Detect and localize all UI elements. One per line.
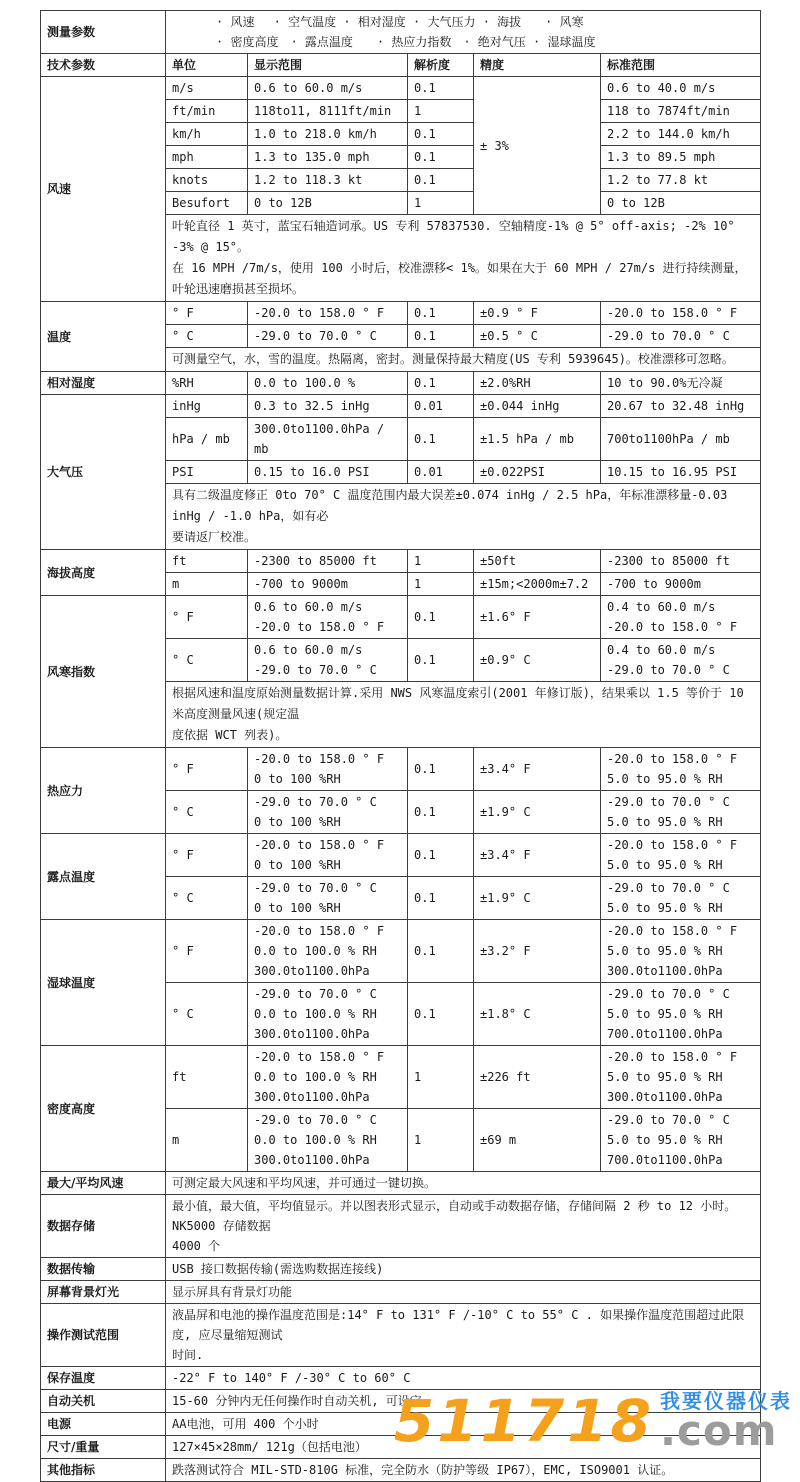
- data-storage-text: 最小值，最大值，平均值显示。并以图表形式显示，自动或手动数据存储，存储间隔 2 秒 to 12 小时。NK5000 存储数据 4000 个: [166, 1195, 761, 1258]
- accuracy-cell: ± 3%: [474, 77, 601, 215]
- display-range-cell: 0.3 to 32.5 inHg: [248, 395, 408, 418]
- unit-cell: ft: [166, 1046, 248, 1109]
- logo-slogan: 我要仪器仪表: [660, 1389, 792, 1413]
- resolution-cell: 0.1: [408, 791, 474, 834]
- display-range-cell: -20.0 to 158.0 ° F 0.0 to 100.0 % RH 300.0to1100.0hPa: [248, 920, 408, 983]
- standard-range-cell: -20.0 to 158.0 ° F 5.0 to 95.0 % RH: [601, 748, 761, 791]
- col-header-display-range: 显示范围: [248, 54, 408, 77]
- display-range-cell: -20.0 to 158.0 ° F: [248, 302, 408, 325]
- display-range-cell: 1.2 to 118.3 kt: [248, 169, 408, 192]
- table-row: [41, 1304, 761, 1367]
- col-header-unit: 单位: [166, 54, 248, 77]
- spec-sheet-page: [0, 10, 800, 1477]
- measure-params-list: · 风速 · 空气温度 · 相对湿度 · 大气压力 · 海拔 · 风寒 · 密度高度 · 露点温度 · 热应力指数 · 绝对气压 · 湿球温度: [166, 11, 761, 54]
- unit-cell: ft: [166, 550, 248, 573]
- unit-cell: ° C: [166, 791, 248, 834]
- standard-range-cell: -29.0 to 70.0 ° C 5.0 to 95.0 % RH: [601, 877, 761, 920]
- unit-cell: ° C: [166, 639, 248, 682]
- table-row: [41, 372, 761, 395]
- resolution-cell: 0.1: [408, 983, 474, 1046]
- unit-cell: ° F: [166, 748, 248, 791]
- display-range-cell: -20.0 to 158.0 ° F 0.0 to 100.0 % RH 300.0to1100.0hPa: [248, 1046, 408, 1109]
- display-range-cell: -29.0 to 70.0 ° C 0 to 100 %RH: [248, 877, 408, 920]
- standard-range-cell: 10 to 90.0%无冷凝: [601, 372, 761, 395]
- row-label-data-transfer: 数据传输: [41, 1258, 166, 1281]
- unit-cell: ° F: [166, 302, 248, 325]
- resolution-cell: 1: [408, 100, 474, 123]
- row-label-operating-range: 操作测试范围: [41, 1304, 166, 1367]
- resolution-cell: 0.01: [408, 461, 474, 484]
- standard-range-cell: 0.4 to 60.0 m/s -29.0 to 70.0 ° C: [601, 639, 761, 682]
- unit-cell: knots: [166, 169, 248, 192]
- accuracy-cell: ±1.9° C: [474, 791, 601, 834]
- accuracy-cell: ±15m;<2000m±7.2: [474, 573, 601, 596]
- standard-range-cell: 1.2 to 77.8 kt: [601, 169, 761, 192]
- resolution-cell: 0.1: [408, 877, 474, 920]
- row-label-power: 电源: [41, 1413, 166, 1436]
- col-header-standard-range: 标准范围: [601, 54, 761, 77]
- temperature-note: 可测量空气，水，雪的温度。热隔离，密封。测量保持最大精度(US 专利 5939645)。校准漂移可忽略。: [166, 348, 761, 372]
- table-row: [41, 834, 761, 877]
- display-range-cell: 0.6 to 60.0 m/s -29.0 to 70.0 ° C: [248, 639, 408, 682]
- standard-range-cell: 118 to 7874ft/min: [601, 100, 761, 123]
- row-label-other-specs: 其他指标: [41, 1459, 166, 1482]
- resolution-cell: 0.1: [408, 639, 474, 682]
- accuracy-cell: ±2.0%RH: [474, 372, 601, 395]
- row-label-storage-temp: 保存温度: [41, 1367, 166, 1390]
- backlight-text: 显示屏具有背景灯功能: [166, 1281, 761, 1304]
- row-label-size-weight: 尺寸/重量: [41, 1436, 166, 1459]
- display-range-cell: -29.0 to 70.0 ° C: [248, 325, 408, 348]
- display-range-cell: -20.0 to 158.0 ° F 0 to 100 %RH: [248, 748, 408, 791]
- accuracy-cell: ±69 m: [474, 1109, 601, 1172]
- table-row: [41, 1195, 761, 1258]
- display-range-cell: 1.0 to 218.0 km/h: [248, 123, 408, 146]
- standard-range-cell: 0 to 12B: [601, 192, 761, 215]
- unit-cell: ° F: [166, 834, 248, 877]
- row-label-max-avg-wind: 最大/平均风速: [41, 1172, 166, 1195]
- accuracy-cell: ±3.4° F: [474, 748, 601, 791]
- size-weight-text: 127×45×28mm/ 121g（包括电池）: [166, 1436, 761, 1459]
- col-header-resolution: 解析度: [408, 54, 474, 77]
- row-label-density-altitude: 密度高度: [41, 1046, 166, 1172]
- resolution-cell: 0.1: [408, 920, 474, 983]
- standard-range-cell: -29.0 to 70.0 ° C 5.0 to 95.0 % RH 700.0to1100.0hPa: [601, 983, 761, 1046]
- display-range-cell: -20.0 to 158.0 ° F 0 to 100 %RH: [248, 834, 408, 877]
- max-avg-wind-text: 可测定最大风速和平均风速，并可通过一键切换。: [166, 1172, 761, 1195]
- accuracy-cell: ±0.044 inHg: [474, 395, 601, 418]
- standard-range-cell: -29.0 to 70.0 ° C 5.0 to 95.0 % RH 700.0to1100.0hPa: [601, 1109, 761, 1172]
- row-label-heat-stress: 热应力: [41, 748, 166, 834]
- logo-number: 511718: [393, 1386, 654, 1455]
- display-range-cell: 0.15 to 16.0 PSI: [248, 461, 408, 484]
- other-specs-text: 跌落测试符合 MIL-STD-810G 标准，完全防水（防护等级 IP67），EMC, ISO9001 认证。: [166, 1459, 761, 1482]
- table-row: [41, 596, 761, 639]
- accuracy-cell: ±226 ft: [474, 1046, 601, 1109]
- row-label-temperature: 温度: [41, 302, 166, 372]
- row-label-altitude: 海拔高度: [41, 550, 166, 596]
- resolution-cell: 1: [408, 192, 474, 215]
- display-range-cell: -29.0 to 70.0 ° C 0.0 to 100.0 % RH 300.0to1100.0hPa: [248, 983, 408, 1046]
- unit-cell: ° C: [166, 983, 248, 1046]
- accuracy-cell: ±3.4° F: [474, 834, 601, 877]
- unit-cell: m: [166, 1109, 248, 1172]
- row-label-data-storage: 数据存储: [41, 1195, 166, 1258]
- table-row: [41, 1459, 761, 1482]
- row-label-wind-speed: 风速: [41, 77, 166, 302]
- resolution-cell: 1: [408, 1046, 474, 1109]
- accuracy-cell: ±1.5 hPa / mb: [474, 418, 601, 461]
- standard-range-cell: -2300 to 85000 ft: [601, 550, 761, 573]
- row-label-wind-chill: 风寒指数: [41, 596, 166, 748]
- resolution-cell: 0.1: [408, 596, 474, 639]
- data-transfer-text: USB 接口数据传输(需选购数据连接线): [166, 1258, 761, 1281]
- table-row: [41, 77, 761, 100]
- accuracy-cell: ±1.9° C: [474, 877, 601, 920]
- accuracy-cell: ±0.9° C: [474, 639, 601, 682]
- row-label-auto-off: 自动关机: [41, 1390, 166, 1413]
- resolution-cell: 1: [408, 1109, 474, 1172]
- table-row: [41, 11, 761, 54]
- standard-range-cell: -700 to 9000m: [601, 573, 761, 596]
- unit-cell: Besufort: [166, 192, 248, 215]
- unit-cell: ° C: [166, 325, 248, 348]
- accuracy-cell: ±1.8° C: [474, 983, 601, 1046]
- wind-chill-note: 根据风速和温度原始测量数据计算.采用 NWS 风寒温度索引(2001 年修订版)，结果乘以 1.5 等价于 10 米高度测量风速(规定温 度依据 WCT 列表)。: [166, 682, 761, 748]
- unit-cell: ° F: [166, 596, 248, 639]
- display-range-cell: 118to11, 8111ft/min: [248, 100, 408, 123]
- table-row: [41, 54, 761, 77]
- accuracy-cell: ±50ft: [474, 550, 601, 573]
- col-header-tech-params: 技术参数: [41, 54, 166, 77]
- site-logo: [393, 1386, 792, 1455]
- auto-off-text: 15-60 分钟内无任何操作时自动关机, 可设定: [166, 1390, 761, 1413]
- display-range-cell: -2300 to 85000 ft: [248, 550, 408, 573]
- table-row: [41, 1281, 761, 1304]
- resolution-cell: 0.1: [408, 169, 474, 192]
- wind-speed-note: 叶轮直径 1 英寸，蓝宝石轴造词承。US 专利 57837530. 空轴精度-1% @ 5° off-axis; -2% 10° -3% @ 15°。 在 16 MPH /7m/s，使用 100 小时后，校准漂移< 1%。如果在大于 60 MPH / 27m/s 进行持续测量，叶轮迅速磨损甚至损坏。: [166, 215, 761, 302]
- resolution-cell: 0.1: [408, 146, 474, 169]
- unit-cell: PSI: [166, 461, 248, 484]
- resolution-cell: 0.1: [408, 77, 474, 100]
- standard-range-cell: -20.0 to 158.0 ° F 5.0 to 95.0 % RH 300.0to1100.0hPa: [601, 920, 761, 983]
- table-row: [41, 550, 761, 573]
- resolution-cell: 0.1: [408, 834, 474, 877]
- unit-cell: ° F: [166, 920, 248, 983]
- row-label-dew-point: 露点温度: [41, 834, 166, 920]
- standard-range-cell: 0.4 to 60.0 m/s -20.0 to 158.0 ° F: [601, 596, 761, 639]
- resolution-cell: 0.01: [408, 395, 474, 418]
- unit-cell: ° C: [166, 877, 248, 920]
- display-range-cell: -700 to 9000m: [248, 573, 408, 596]
- table-row: [41, 1258, 761, 1281]
- table-row: [41, 748, 761, 791]
- unit-cell: hPa / mb: [166, 418, 248, 461]
- standard-range-cell: 20.67 to 32.48 inHg: [601, 395, 761, 418]
- accuracy-cell: ±0.9 ° F: [474, 302, 601, 325]
- row-label-relative-humidity: 相对湿度: [41, 372, 166, 395]
- table-row: [41, 395, 761, 418]
- table-row: [41, 302, 761, 325]
- standard-range-cell: -20.0 to 158.0 ° F 5.0 to 95.0 % RH: [601, 834, 761, 877]
- unit-cell: m: [166, 573, 248, 596]
- row-label-backlight: 屏幕背景灯光: [41, 1281, 166, 1304]
- standard-range-cell: -29.0 to 70.0 ° C 5.0 to 95.0 % RH: [601, 791, 761, 834]
- unit-cell: km/h: [166, 123, 248, 146]
- standard-range-cell: 700to1100hPa / mb: [601, 418, 761, 461]
- accuracy-cell: ±0.022PSI: [474, 461, 601, 484]
- accuracy-cell: ±0.5 ° C: [474, 325, 601, 348]
- accuracy-cell: ±1.6° F: [474, 596, 601, 639]
- unit-cell: %RH: [166, 372, 248, 395]
- logo-right-block: [660, 1389, 792, 1455]
- unit-cell: mph: [166, 146, 248, 169]
- standard-range-cell: -20.0 to 158.0 ° F 5.0 to 95.0 % RH 300.0to1100.0hPa: [601, 1046, 761, 1109]
- accuracy-cell: ±3.2° F: [474, 920, 601, 983]
- logo-domain: .com: [660, 1406, 778, 1455]
- spec-table: [40, 10, 761, 1482]
- table-row: [41, 1172, 761, 1195]
- display-range-cell: -29.0 to 70.0 ° C 0 to 100 %RH: [248, 791, 408, 834]
- resolution-cell: 0.1: [408, 418, 474, 461]
- display-range-cell: 0 to 12B: [248, 192, 408, 215]
- display-range-cell: 0.6 to 60.0 m/s -20.0 to 158.0 ° F: [248, 596, 408, 639]
- table-row: [41, 920, 761, 983]
- standard-range-cell: 0.6 to 40.0 m/s: [601, 77, 761, 100]
- resolution-cell: 0.1: [408, 748, 474, 791]
- table-row: [41, 1046, 761, 1109]
- resolution-cell: 1: [408, 550, 474, 573]
- display-range-cell: 1.3 to 135.0 mph: [248, 146, 408, 169]
- row-label-measure-params: 测量参数: [41, 11, 166, 54]
- display-range-cell: -29.0 to 70.0 ° C 0.0 to 100.0 % RH 300.0to1100.0hPa: [248, 1109, 408, 1172]
- row-label-barometric-pressure: 大气压: [41, 395, 166, 550]
- unit-cell: m/s: [166, 77, 248, 100]
- resolution-cell: 0.1: [408, 325, 474, 348]
- standard-range-cell: -29.0 to 70.0 ° C: [601, 325, 761, 348]
- storage-temp-text: -22° F to 140° F /-30° C to 60° C: [166, 1367, 761, 1390]
- unit-cell: inHg: [166, 395, 248, 418]
- row-label-wet-bulb: 湿球温度: [41, 920, 166, 1046]
- display-range-cell: 0.0 to 100.0 %: [248, 372, 408, 395]
- unit-cell: ft/min: [166, 100, 248, 123]
- power-text: AA电池，可用 400 个小时: [166, 1413, 761, 1436]
- display-range-cell: 300.0to1100.0hPa / mb: [248, 418, 408, 461]
- resolution-cell: 1: [408, 573, 474, 596]
- standard-range-cell: 1.3 to 89.5 mph: [601, 146, 761, 169]
- col-header-accuracy: 精度: [474, 54, 601, 77]
- standard-range-cell: -20.0 to 158.0 ° F: [601, 302, 761, 325]
- standard-range-cell: 10.15 to 16.95 PSI: [601, 461, 761, 484]
- operating-range-text: 液晶屏和电池的操作温度范围是:14° F to 131° F /-10° C to 55° C . 如果操作温度范围超过此限度, 应尽量缩短测试 时间.: [166, 1304, 761, 1367]
- resolution-cell: 0.1: [408, 372, 474, 395]
- display-range-cell: 0.6 to 60.0 m/s: [248, 77, 408, 100]
- resolution-cell: 0.1: [408, 302, 474, 325]
- resolution-cell: 0.1: [408, 123, 474, 146]
- spec-table-body: [41, 11, 761, 1482]
- standard-range-cell: 2.2 to 144.0 km/h: [601, 123, 761, 146]
- pressure-note: 具有二级温度修正 0to 70° C 温度范围内最大误差±0.074 inHg / 2.5 hPa，年标准漂移量-0.03 inHg / -1.0 hPa，如有必 要请返厂校准。: [166, 484, 761, 550]
